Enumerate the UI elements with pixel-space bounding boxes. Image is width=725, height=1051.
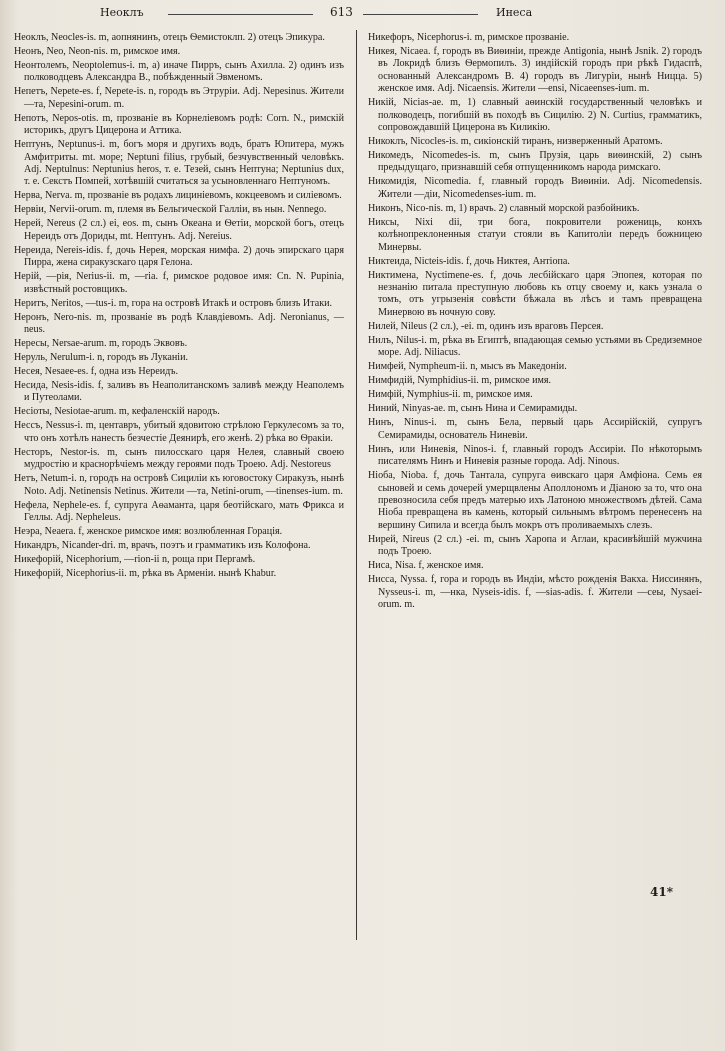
dictionary-entry: Несида, Nesis-idis. f, заливъ въ Неаполитанскомъ заливѣ между Неаполемъ и Путеолами. <box>14 380 344 404</box>
dictionary-entry: Никефорiй, Nicephorium, —rion-ii n, роща при Пергамѣ. <box>14 554 256 566</box>
dictionary-entry: Нимфидiй, Nymphidius-ii. m, римское имя. <box>368 375 552 387</box>
dictionary-entry: Нересы, Nersae-arum. m, городъ Эквовъ. <box>14 338 188 350</box>
dictionary-entry: Неоклъ, Neocles-is. m, аопнянинъ, отецъ Ѳемистоклп. 2) отецъ Эпикура. <box>14 32 325 43</box>
dictionary-entry: Нисса, Nyssa. f, гора и городъ въ Индiи, мѣсто рожденiя Вакха. Ниссинянъ, Nysseus-i. m, —нка, Nyseis-idis. f, —sias-adis. f. Жители —сеы, Nysaei-orum. m. <box>368 574 702 610</box>
dictionary-entry: Никтеида, Nicteis-idis. f, дочь Никтея, Антiопа. <box>368 255 570 267</box>
dictionary-entry: Неонтолемъ, Neoptolemus-i. m, a) иначе Пирръ, сынъ Ахилла. 2) одинъ изъ полководцевъ Александра В., побѣжденный Эвменомъ. <box>14 60 344 84</box>
page-header <box>18 6 707 22</box>
dictionary-entry: Никтимена, Nyctimene-es. f, дочь лесбiйскаго царя Эпопея, которая по незнанiю питала преступную любовь къ отцу своему и, какъ узнала о томъ, отъ угрызенiя совѣсти бѣжала въ лѣсъ и тамъ превращена Минервою въ ночную сову. <box>368 269 702 318</box>
dictionary-entry: Никомедъ, Nicomedes-is. m, сынъ Прузiя, царь виѳинскiй, 2) сынъ предыдущаго, признавшiй себя отпущенникомъ народа римскаго. <box>368 150 702 174</box>
dictionary-entry: Нерва, Nerva. m, прозванiе въ родахъ лицинiевомъ, кокцеевомъ и силiевомъ. <box>14 190 342 202</box>
dictionary-entry: Никея, Nicaea. f, городъ въ Виѳинiи, прежде Antigonia, нынѣ Jsnik. 2) городъ въ Локридѣ близъ Ѳермопилъ. 3) индiйскiй городъ при рѣкѣ Гидаспѣ, основанный Александромъ В. 4) городъ въ Лигурiи, нынѣ Ницца. 5) женское имя. Adj. Nicaensis. Жители —ensi, Nicaeenses-ium. m. <box>368 46 702 95</box>
dictionary-entry: Ниса, Nisa. f, женское имя. <box>368 560 484 572</box>
dictionary-entry: Несторъ, Nestor-is. m, сынъ пилосскаго царя Нелея, славный своею мудростiю и краснорѣчiемъ между героями подъ Троею. Adj. Nestoreus <box>14 446 344 471</box>
dictionary-entry: Никонъ, Nico-nis. m, 1) врачъ. 2) славный морской разбойникъ. <box>368 202 640 214</box>
dictionary-entry: Нимфiй, Nymphius-ii. m, римское имя. <box>368 389 533 401</box>
column-divider <box>356 30 357 940</box>
dictionary-entry: Неэра, Neaera. f, женское римское имя: возлюбленная Горацiя. <box>14 526 283 538</box>
dictionary-entry: Никефоръ, Nicephorus-i. m, римское прозванiе. <box>368 32 570 43</box>
dictionary-entry: Несея, Nesaee-es. f, одна изъ Нереидъ. <box>14 366 178 378</box>
signature-mark: 41* <box>650 885 673 899</box>
dictionary-entry: Нерей, Nereus (2 сл.) ei, eos. m, сынъ Океана и Ѳетiи, морской богъ, отецъ Нереидъ отъ Дориды, mt. Нептунъ. Adj. Nereius. <box>14 218 344 242</box>
right-column <box>368 32 702 613</box>
dictionary-entry: Нилъ, Nilus-i. m, рѣка въ Египтѣ, впадающая семью устьями въ Средиземное море. Adj. Niliacus. <box>368 334 702 359</box>
dictionary-entry: Нилей, Nileus (2 сл.), -ei. m, одинъ изъ враговъ Персея. <box>368 320 604 332</box>
page-number: 613 <box>330 5 353 19</box>
dictionary-entry: Никомидiя, Nicomedia. f, главный городъ Виѳинiи. Adj. Nicomedensis. Жители —дiи, Nicomedenses-ium. m. <box>368 176 702 200</box>
dictionary-entry: Ниний, Ninyas-ae. m, сынъ Нина и Семирамиды. <box>368 403 578 415</box>
dictionary-entry: Несiоты, Nesiotae-arum. m, кефаленскiй народъ. <box>14 406 220 418</box>
dictionary-entry: Никiй, Nicias-ae. m, 1) славный аѳинскiй государственный человѣкъ и полководецъ, погибшiй въ походѣ въ Сицилiю. 2) N. Curtius, грамматикъ, сопровождавшiй Цицерона въ Киликiю. <box>368 97 702 134</box>
dictionary-entry: Неруль, Nerulum-i. n, городъ въ Луканiи. <box>14 352 189 364</box>
dictionary-entry: Никандръ, Nicander-dri. m, врачъ, поэтъ и грамматикъ изъ Колофона. <box>14 540 311 552</box>
dictionary-entry: Никсы, Nixi dii, три бога, покровители рожениць, конхъ колѣнопреклоненныя статуи стояли въ Капитолiи передъ божницею Минервы. <box>368 216 702 253</box>
dictionary-entry: Нинъ, или Ниневiя, Ninos-i. f, главный городъ Ассирiи. По нѣкоторымъ писателямъ Нинъ и Ниневiя разные города. Adj. Ninous. <box>368 443 702 468</box>
dictionary-entry: Неритъ, Neritos, —tus-i. m, гора на островѣ Итакѣ и островъ близъ Итаки. <box>14 297 333 309</box>
dictionary-entry: Нефела, Nephele-es. f, супруга Аѳаманта, царя беотiйскаго, мать Фрикса и Геллы. Adj. Nepheleus. <box>14 499 344 524</box>
dictionary-entry: Нереида, Nereis-idis. f, дочь Нерея, морская нимфа. 2) дочь эпирскаго царя Пирра, жена сиракузскаго царя Гелона. <box>14 244 344 269</box>
dictionary-entry: Нiоба, Nioba. f, дочь Тантала, супруга ѳивскаго царя Амфiона. Семь ея сыновей и семь дочерей умерщвлены Аполлономъ и Дiаною за то, что она превозносила себя предъ матерью ихъ Латоною множествомъ дѣтей. Сама Нiоба превращена въ камень, который сильнымъ вѣтромъ перенесенъ на вершину Сипила и всегда былъ мокръ отъ проливаемыхъ слезъ. <box>368 470 702 531</box>
dictionary-entry: Неронъ, Nero-nis. m, прозванiе въ родѣ Клавдiевомъ. Adj. Neronianus, —neus. <box>14 311 344 336</box>
dictionary-entry: Непетъ, Nepete-es. f, Nepete-is. n, городъ въ Этрурiи. Adj. Nepesinus. Жители —та, Nepesini-orum. m. <box>14 86 344 110</box>
header-rule-right <box>363 14 478 15</box>
dictionary-entry: Нетъ, Netum-i. n, городъ на островѣ Сицилiи къ юговостоку Сиракузъ, нынѣ Noto. Adj. Netinensis Netinus. Жители —та, Netini-orum, —tinenses-ium. m. <box>14 473 344 497</box>
dictionary-entry: Нинъ, Ninus-i. m, сынъ Бела, первый царь Ассирiйскiй, супругъ Семирамиды, основатель Ниневiи. <box>368 417 702 441</box>
header-left-word: Неоклъ <box>100 6 144 19</box>
header-right-word: Инеса <box>496 6 533 19</box>
dictionary-entry: Нимфей, Nympheum-ii. n, мысъ въ Македонiи. <box>368 361 567 373</box>
dictionary-entry: Никефорiй, Nicephorius-ii. m, рѣка въ Арменiи. нынѣ Khabur. <box>14 568 277 580</box>
dictionary-entry: Нептунъ, Neptunus-i. m, богъ моря и другихъ водъ, братъ Юпитера, мужъ Амфитриты. mt. море; Neptuni filius, грубый, безчувственный человѣкъ. Adj. Neptulnus: Neptunius heros, т. е. Тезей, сынъ Нептуна; Neptunius dux, т. е. Секстъ Помпей, хотѣвшiй считаться за усыновленнаго Нептуномъ. <box>14 139 344 188</box>
dictionary-entry: Нерiй, —рiя, Nerius-ii. m, —ria. f, римское родовое имя: Cn. N. Pupinia, извѣстный ростовщикъ. <box>14 271 344 295</box>
dictionary-entry: Непотъ, Nepos-otis. m, прозванiе въ Корнелiевомъ родѣ: Corn. N., римскiй историкъ, другъ Цицерона и Аттика. <box>14 112 344 137</box>
dictionary-entry: Никоклъ, Nicocles-is. m, сикiонскiй тиранъ, низверженный Аратомъ. <box>368 136 663 148</box>
dictionary-entry: Неонъ, Neo, Neon-nis. m, римское имя. <box>14 46 181 57</box>
dictionary-entry: Нессъ, Nessus-i. m, центавръ, убитый ядовитою стрѣлою Геркулесомъ за то, что онъ хотѣлъ нанесть безчестiе Деянирѣ, его женѣ. 2) рѣка во Ѳракiи. <box>14 420 344 444</box>
left-column <box>14 32 344 582</box>
dictionary-entry: Нервiи, Nervii-orum. m, племя въ Бельгической Галлiи, въ нын. Nennego. <box>14 204 327 216</box>
header-rule-left <box>168 14 313 15</box>
dictionary-entry: Нирей, Nireus (2 сл.) -ei. m, сынъ Харопа и Аглаи, красивѣйшiй мужчина подъ Троею. <box>368 533 702 558</box>
